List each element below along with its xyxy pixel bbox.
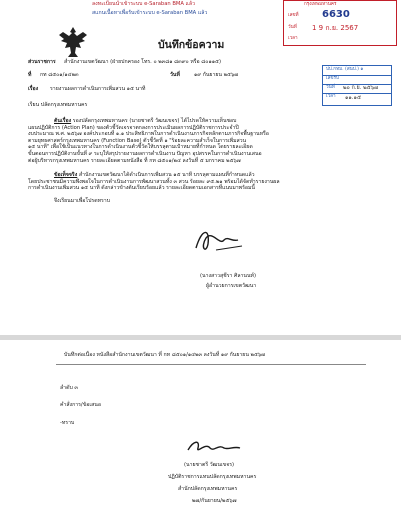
continuation-reference: บันทึกต่อเนื่อง หนังสือสำนักงานเขตวัฒนา ที่ กท ๘๕๐๑/๑๔๒๓ ลงวันที่ ๑๙ กันยายน ๒๕๖๗ — [64, 352, 266, 358]
deputy-signature-icon — [184, 436, 244, 458]
paragraph-line: ตามยุทธศาสตร์กรุงเทพมหานคร (Function Base) ตัวชี้วัดที่ ๑ "ร้อยละความสำเร็จในการเพิ่มสวน — [28, 137, 247, 144]
ref-label: ที่ — [28, 72, 32, 78]
subject-label: เรื่อง — [28, 86, 39, 92]
order-label: ลำดับ — [60, 385, 73, 391]
paragraph-line: แผนปฏิบัติการ (Action Plan) ของตัวชี้วัดเจรจาตกลงการประเมินผลการปฏิบัติราชการประจำปี — [28, 124, 239, 131]
paragraph-line: ๑๕ นาที" เพื่อใช้เป็นแนวทางในการดำเนินงานตัวชี้วัดให้บรรลุตามเป้าหมายที่กำหนด โดยรายละเอียด — [28, 144, 253, 151]
paragraph-background-heading: ต้นเรื่อง — [54, 118, 72, 124]
order-text: -ทราบ — [60, 420, 75, 426]
receive-stamp — [283, 0, 397, 46]
deputy-org: สำนักปลัดกรุงเทพมหานคร — [178, 486, 238, 492]
continuation-divider — [56, 364, 366, 365]
routing-stamp-date: ๒๐ ก.ย. ๒๕๖๗ — [343, 85, 379, 91]
director-title: ผู้อำนวยการเขตวัฒนา — [206, 283, 257, 289]
paragraph-line: โดยประชาชนมีความพึงพอใจในการดำเนินงานการพัฒนาสวนทั้ง ๓ สวน ร้อยละ ๙๕.๒๑ พร้อมได้จัดทำรายงานผล — [28, 178, 280, 185]
ref-value: กท ๘๕๐๑/๑๔๒๓ — [40, 72, 79, 78]
paragraph-line: งบประมาณ พ.ศ. ๒๕๖๗ องค์ประกอบที่ ๑.๑ ประสิทธิภาพในการดำเนินงานภารกิจหลักตามภารกิจพื้นฐานหรือ — [28, 131, 269, 138]
order-value: ๓ — [74, 385, 78, 391]
closing-line: จึงเรียนมาเพื่อโปรดทราบ — [54, 198, 111, 204]
routing-stamp-date-label: วันที่ — [326, 85, 335, 90]
deputy-title: ปฏิบัติราชการแทนปลัดกรุงเทพมหานคร — [168, 474, 257, 480]
receive-stamp-org: กรุงเทพมหานคร — [304, 2, 337, 7]
memo-title: บันทึกข้อความ — [158, 39, 225, 51]
dept-value: สำนักงานเขตวัฒนา (ฝ่ายปกครอง โทร. ๐ ๒๓๘๑ ๘๓๙๐ หรือ ๘๐๑๑๕) — [64, 59, 222, 65]
paragraph-line: การดำเนินงานเพิ่มสวน ๑๕ นาที ดังกล่าวข้างต้นเรียบร้อยแล้ว รายละเอียดตามเอกสารที่แนบมาพร้อมนี้ — [28, 185, 255, 192]
paragraph-facts-heading: ข้อเท็จจริง — [54, 172, 78, 178]
date-label: วันที่ — [170, 72, 180, 78]
header-registration-note: ลงทะเบียนนำเข้าระบบ e-Saraban BMA แล้ว — [92, 1, 195, 7]
deputy-date: ๒๗/กันยายน/๒๕๖๗ — [192, 498, 237, 504]
page-divider — [0, 335, 401, 340]
paragraph-line: ต่อผู้บริหารกรุงเทพมหานคร รายละเอียดตามหนังสือ ที่ กท ๘๕๐๑/๒๔ ลงวันที่ ๕ มกราคม ๒๕๖๗ — [28, 157, 241, 164]
routing-stamp-time-label: เวลา — [326, 94, 336, 99]
salutation: เรียน ปลัดกรุงเทพมหานคร — [28, 102, 88, 108]
receive-stamp-time-label: เวลา — [288, 36, 298, 41]
receive-stamp-date: 1 9 ก.ย. 2567 — [312, 24, 359, 32]
paragraph-line: สำนักงานเขตวัฒนาได้ดำเนินการเพิ่มสวน ๑๕ นาที บรรลุตามแผนที่กำหนดแล้ว — [78, 172, 255, 178]
receive-stamp-number: 6630 — [322, 9, 350, 20]
date-value: ๑๙ กันยายน ๒๕๖๗ — [194, 72, 239, 78]
routing-stamp-receive-label: เลขรับ — [326, 76, 339, 81]
director-name: (นางสาวสุชีรา ศิลานนท์) — [200, 273, 256, 279]
paragraph-background — [28, 118, 373, 164]
header-scan-note: สแกนเนื้อหาเพื่อรับเข้าระบบ e-Saraban BMA แล้ว — [92, 10, 208, 16]
order-number — [60, 385, 78, 392]
paragraph-facts — [28, 172, 373, 192]
receive-stamp-number-label: เลขที่ — [288, 13, 299, 18]
routing-stamp-office: ปป.กทม. (สนป.) ๑ — [326, 67, 364, 72]
garuda-emblem-icon — [58, 26, 88, 58]
director-signature-icon — [190, 224, 250, 256]
routing-stamp-time: ๑๑.๑๕ — [345, 95, 362, 101]
routing-stamp — [322, 65, 392, 106]
paragraph-line: รองปลัดกรุงเทพมหานคร (นายชาตรี วัฒนเขจร) ได้ไปรดให้ความเห็นชอบ — [72, 118, 237, 124]
paragraph-line: ขั้นตอนการปฏิบัติงานขั้นที่ ๙ ระบุให้สรุปรายงานผลการดำเนินงาน ปัญหา อุปสรรคในการดำเนินงานเสนอ — [28, 150, 262, 157]
subject-value: รายงานผลการดำเนินการเพิ่มสวน ๑๕ นาที — [50, 86, 146, 92]
deputy-name: (นายชาตรี วัฒนเขจร) — [184, 462, 235, 468]
order-heading: คำสั่งการ/ข้อเสนอ — [60, 402, 101, 408]
dept-label: ส่วนราชการ — [28, 59, 56, 65]
receive-stamp-date-label: วันที่ — [288, 25, 297, 30]
